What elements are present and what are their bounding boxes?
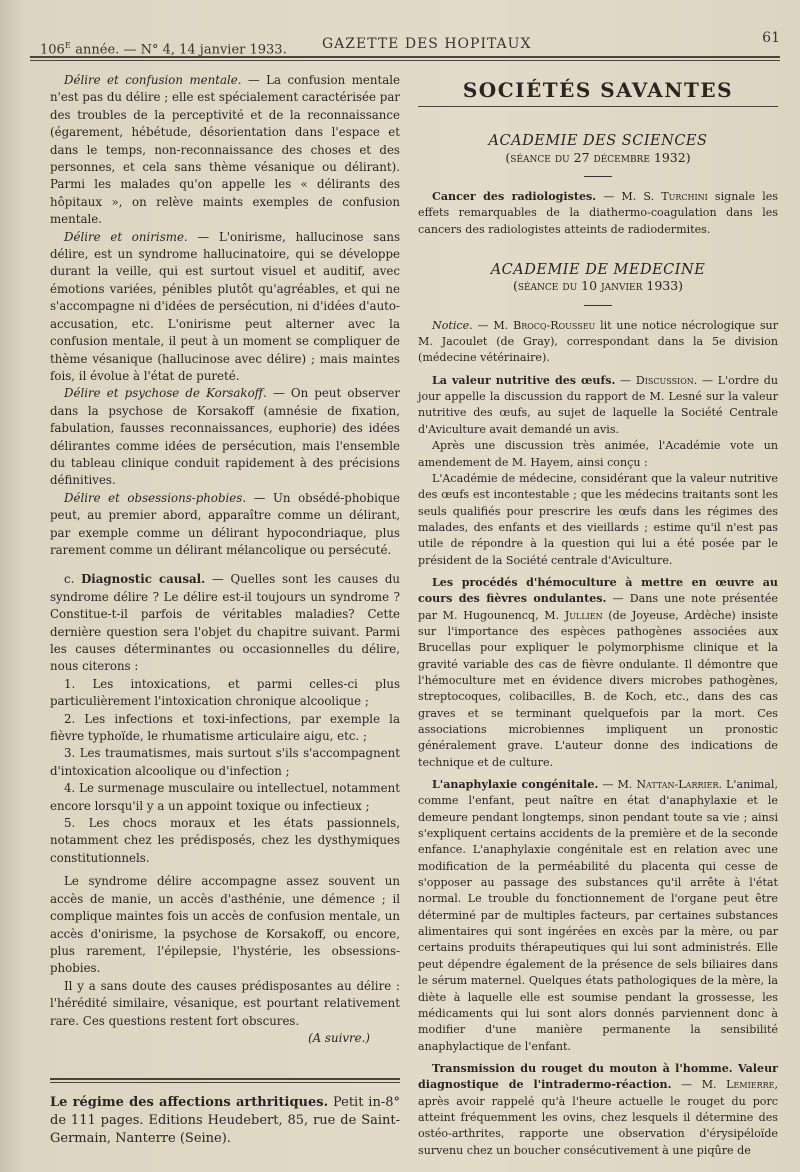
paragraph-causes: Il y a sans doute des causes prédisposantes au délire : l'hérédité similaire, vésanique, est pourtant relativement rare. Ces questions restent fort obscures. <box>50 978 400 1028</box>
heading-anaphylaxie: L'anaphylaxie congénitale. <box>432 778 599 792</box>
book-details: Petit in-8° de 111 pages. Editions Heudebert, 85, rue de Saint-Germain, Nanterre (Seine). <box>50 1095 401 1146</box>
short-rule <box>584 176 612 177</box>
text-rouget-pre: — M. <box>671 1078 727 1092</box>
page-number: 61 <box>762 30 780 46</box>
paragraph-diagnostic-causal <box>50 571 400 675</box>
spacer <box>418 250 778 262</box>
academy-medecine-title: ACADEMIE DE MEDECINE <box>490 262 706 279</box>
text-notice-pre: — M. <box>472 318 514 332</box>
author-name: Nattan-Larrier <box>636 778 719 792</box>
paragraph-fievres <box>418 575 778 771</box>
paragraph-confusion <box>50 72 400 229</box>
issue-date: année. — N° 4, 14 janvier 1933. <box>71 42 287 58</box>
author-name: Brocq-Rousseu <box>513 318 596 332</box>
session-date: (séance du 27 décembre 1932) <box>505 149 691 165</box>
right-column <box>418 76 778 1159</box>
paragraph-oeufs <box>418 373 778 438</box>
journal-title: GAZETTE DES HOPITAUX <box>322 36 532 52</box>
heading-notice: Notice. <box>432 318 473 332</box>
issue-sup: e <box>64 38 72 51</box>
text-onirisme: — L'onirisme, hallucinose sans délire, est un syndrome hallucinatoire, qui se développe durant la veille, qui est surtout visuel et auditif, avec émotions variées, pénibles plutôt qu'agréables, et qui ne s'accompagne ni d'idées de persécution, ni d'idées d'auto-accusation, etc. L'onirisme peut alterner avec la confusion mentale, il peut à un moment se compliquer de thème vésanique (hallucinose avec délire) ; mais maintes fois, il évolue à l'état de pureté. <box>50 229 400 383</box>
text-obsessions: — Un obsédé-phobique peut, au premier abord, apparaître comme un délirant, par exemple comme un délirant hypocondriaque, plus rarement comme un délirant mélancolique ou persécuté. <box>50 490 400 557</box>
text-oeufs: — L'ordre du jour appelle la discussion du rapport de M. Lesné sur la valeur nutritive des œufs, au sujet de laquelle la Société Centrale d'Aviculture avait demandé un avis. <box>418 373 779 436</box>
text-fievres-pre: — Dans une note présentée par M. Hugounencq, M. <box>418 592 778 622</box>
session-date: (séance du 10 janvier 1933) <box>512 278 684 294</box>
book-rule <box>50 1078 400 1080</box>
text-fievres: (de Joyeuse, Ardèche) insiste sur l'importance des espèces pathogènes associées aux Brucellas pour expliquer le polymorphisme clinique et la gravité variable des cas de fièvre ondulante. Il démontre que l'hémoculture met en évidence divers microbes pathogènes, streptocoques, colibacilles, B. de Koch, etc., dans des cas graves et se terminant quelquefois par la mort. Ces associations microbiennes impliquent un pronostic généralement grave. L'auteur donne des indications de technique et de culture. <box>418 608 779 769</box>
heading-rouget: Transmission du rouget du mouton à l'homme. Valeur diagnostique de l'intradermo-réaction. <box>418 1061 778 1092</box>
heading-obsessions: Délire et obsessions-phobies. <box>64 490 247 505</box>
spacer <box>418 238 778 250</box>
issue-number: 106 <box>40 42 65 58</box>
section-letter: c. <box>64 572 82 587</box>
heading-fievres: Les procédés d'hémoculture à mettre en œuvre au cours des fièvres ondulantes. <box>418 575 778 606</box>
author-name: Lemierre <box>726 1078 775 1092</box>
text-korsakoff: — On peut observer dans la psychose de Korsakoff (amnésie de fixation, fabulation, fausses reconnaissances, euphorie) des idées délirantes comme idées de persécution, mais l'ensemble du tableau clinique conduit rapidement à des précisions définitives. <box>50 386 400 488</box>
text-confusion: — La confusion mentale n'est pas du délire ; elle est spécialement caractérisée par des troubles de la perceptivité et de la reconnaissance (égarement, hébétude, désorientation dans l'espace et dans le temps, non-reconnaissance des choses et des personnes, et cela sans thème vésanique ou délirant). Parmi les malades qu'on appelle les « délirants des hôpitaux », on relève maints exemples de confusion mentale. <box>50 73 400 227</box>
paragraph-rouget <box>418 1061 778 1159</box>
text-rouget: , après avoir rappelé qu'à l'heure actuelle le rouget du porc atteint fréquemment les ovins, chez lesquels il détermine des ostéo-arthrites, rapporte une observation d'érysipéloïde survenu chez un boucher consécutivement à une piqûre de <box>418 1078 778 1157</box>
book-title: Le régime des affections arthritiques. <box>50 1095 329 1110</box>
academy-medecine-session <box>418 278 778 294</box>
header-rule-thin <box>30 60 780 61</box>
heading-confusion: Délire et confusion mentale. <box>64 73 242 87</box>
section-title: SOCIÉTÉS SAVANTES <box>462 78 734 102</box>
author-name: Jullien <box>564 608 603 622</box>
heading-onirisme: Délire et onirisme. <box>64 229 188 244</box>
paragraph-anaphylaxie <box>418 777 778 1055</box>
academy-sciences-session <box>418 150 778 166</box>
issue-info <box>40 38 287 57</box>
academy-sciences-title: ACADEMIE DES SCIENCES <box>488 133 708 150</box>
text-diagnostic-causal: — Quelles sont les causes du syndrome délire ? Le délire est-il toujours un syndrome ? Constitue-t-il parfois de véritables maladies? Cette dernière question sera l'objet du chapitre suivant. Parmi les causes déterminantes ou occasionnelles du délire, nous citerons : <box>50 572 400 674</box>
text-notice: lit une notice nécrologique sur M. Jacoulet (de Gray), correspondant dans la 5e division (médecine vétérinaire). <box>418 318 778 365</box>
paragraph-obsessions <box>50 490 400 560</box>
paragraph-oeufs-vote: Après une discussion très animée, l'Académie vote un amendement de M. Hayem, ainsi conçu : <box>418 439 778 469</box>
text-anaphylaxie-pre: — M. <box>598 778 637 792</box>
paragraph-cancer <box>418 189 778 238</box>
paragraph-syndrome: Le syndrome délire accompagne assez souvent un accès de manie, un accès d'asthénie, une démence ; il complique maintes fois un accès de confusion mentale, un accès d'onirisme, la psychose de Korsakoff, ou encore, plus rarement, l'épilepsie, l'hystérie, les obsessions-phobies. <box>50 874 400 976</box>
author-name: Turchini <box>661 190 708 204</box>
list-item: 1. Les intoxications, et parmi celles-ci plus particulièrement l'intoxication chronique alcoolique ; <box>50 676 400 709</box>
paragraph-notice <box>418 318 778 367</box>
heading-diagnostic-causal: Diagnostic causal. <box>81 572 206 587</box>
book-rule-thin <box>50 1082 400 1083</box>
header-rule <box>30 56 780 58</box>
heading-cancer: Cancer des radiologistes. <box>432 190 597 204</box>
short-rule <box>584 305 612 306</box>
list-item: 5. Les chocs moraux et les états passionnels, notamment chez les prédisposés, chez les dysthymiques constitutionnels. <box>50 816 400 865</box>
book-notice <box>50 1094 400 1148</box>
text-cancer: signale les effets remarquables de la diathermo-coagulation dans les cancers des radiologistes atteints de radiodermites. <box>418 190 778 236</box>
paragraph-oeufs-resolution: L'Académie de médecine, considérant que la valeur nutritive des œufs est incontestable ; que les médecins traitants sont les seuls qualifiés pour prescrire les œufs dans les régimes des malades, des enfants et des vieillards ; estime qu'il n'est pas utile de répondre à la question qui lui a été posée par le président de la Société centrale d'Aviculture. <box>418 471 778 567</box>
text-cancer-pre: — M. S. <box>596 190 662 204</box>
paragraph-onirisme <box>50 229 400 386</box>
list-item: 2. Les infections et toxi-infections, par exemple la fièvre typhoïde, le rhumatisme articulaire aigu, etc. ; <box>50 711 400 744</box>
text-anaphylaxie: . L'animal, comme l'enfant, peut naître en état d'anaphylaxie et le demeure pendant longtemps, sinon pendant toute sa vie ; ainsi s'expliquent certains accidents de la première et de la seconde enfance. L'anaphylaxie congénitale est en relation avec une modification de la perméabilité du placenta qui cesse de s'opposer au passage des substances qu'il arrête à l'état normal. Le trouble du fonctionnement de l'organe peut être déterminé par de multiples facteurs, par certaines substances alimentaires qui sont ingérées en excès par la mère, ou par certains produits thérapeutiques qui lui sont administrés. Elle peut dépendre également de la présence de sels biliaires dans le sérum maternel. Quelques états pathologiques de la mère, la diète à laquelle elle est soumise pendant la grossesse, les médicaments qui lui sont alors donnés parviennent donc à modifier d'une manière permanente la sensibilité anaphylactique de l'enfant. <box>418 778 778 1053</box>
section-rule <box>418 106 778 107</box>
spacer <box>50 559 400 571</box>
heading-korsakoff: Délire et psychose de Korsakoff. <box>64 386 267 401</box>
heading-oeufs: La valeur nutritive des œufs. <box>432 373 616 387</box>
paragraph-korsakoff <box>50 385 400 489</box>
discussion-label: Discussion. <box>635 373 698 387</box>
list-item: 3. Les traumatismes, mais surtout s'ils s'accompagnent d'intoxication alcoolique ou d'infection ; <box>50 746 400 778</box>
left-column <box>50 72 400 1047</box>
text-oeufs-pre: — <box>615 373 636 387</box>
to-be-continued: (A suivre.) <box>308 1030 370 1045</box>
page-header <box>40 30 780 58</box>
list-item: 4. Le surmenage musculaire ou intellectuel, notamment encore lorsqu'il y a un appoint toxique ou infectieux ; <box>50 781 400 813</box>
